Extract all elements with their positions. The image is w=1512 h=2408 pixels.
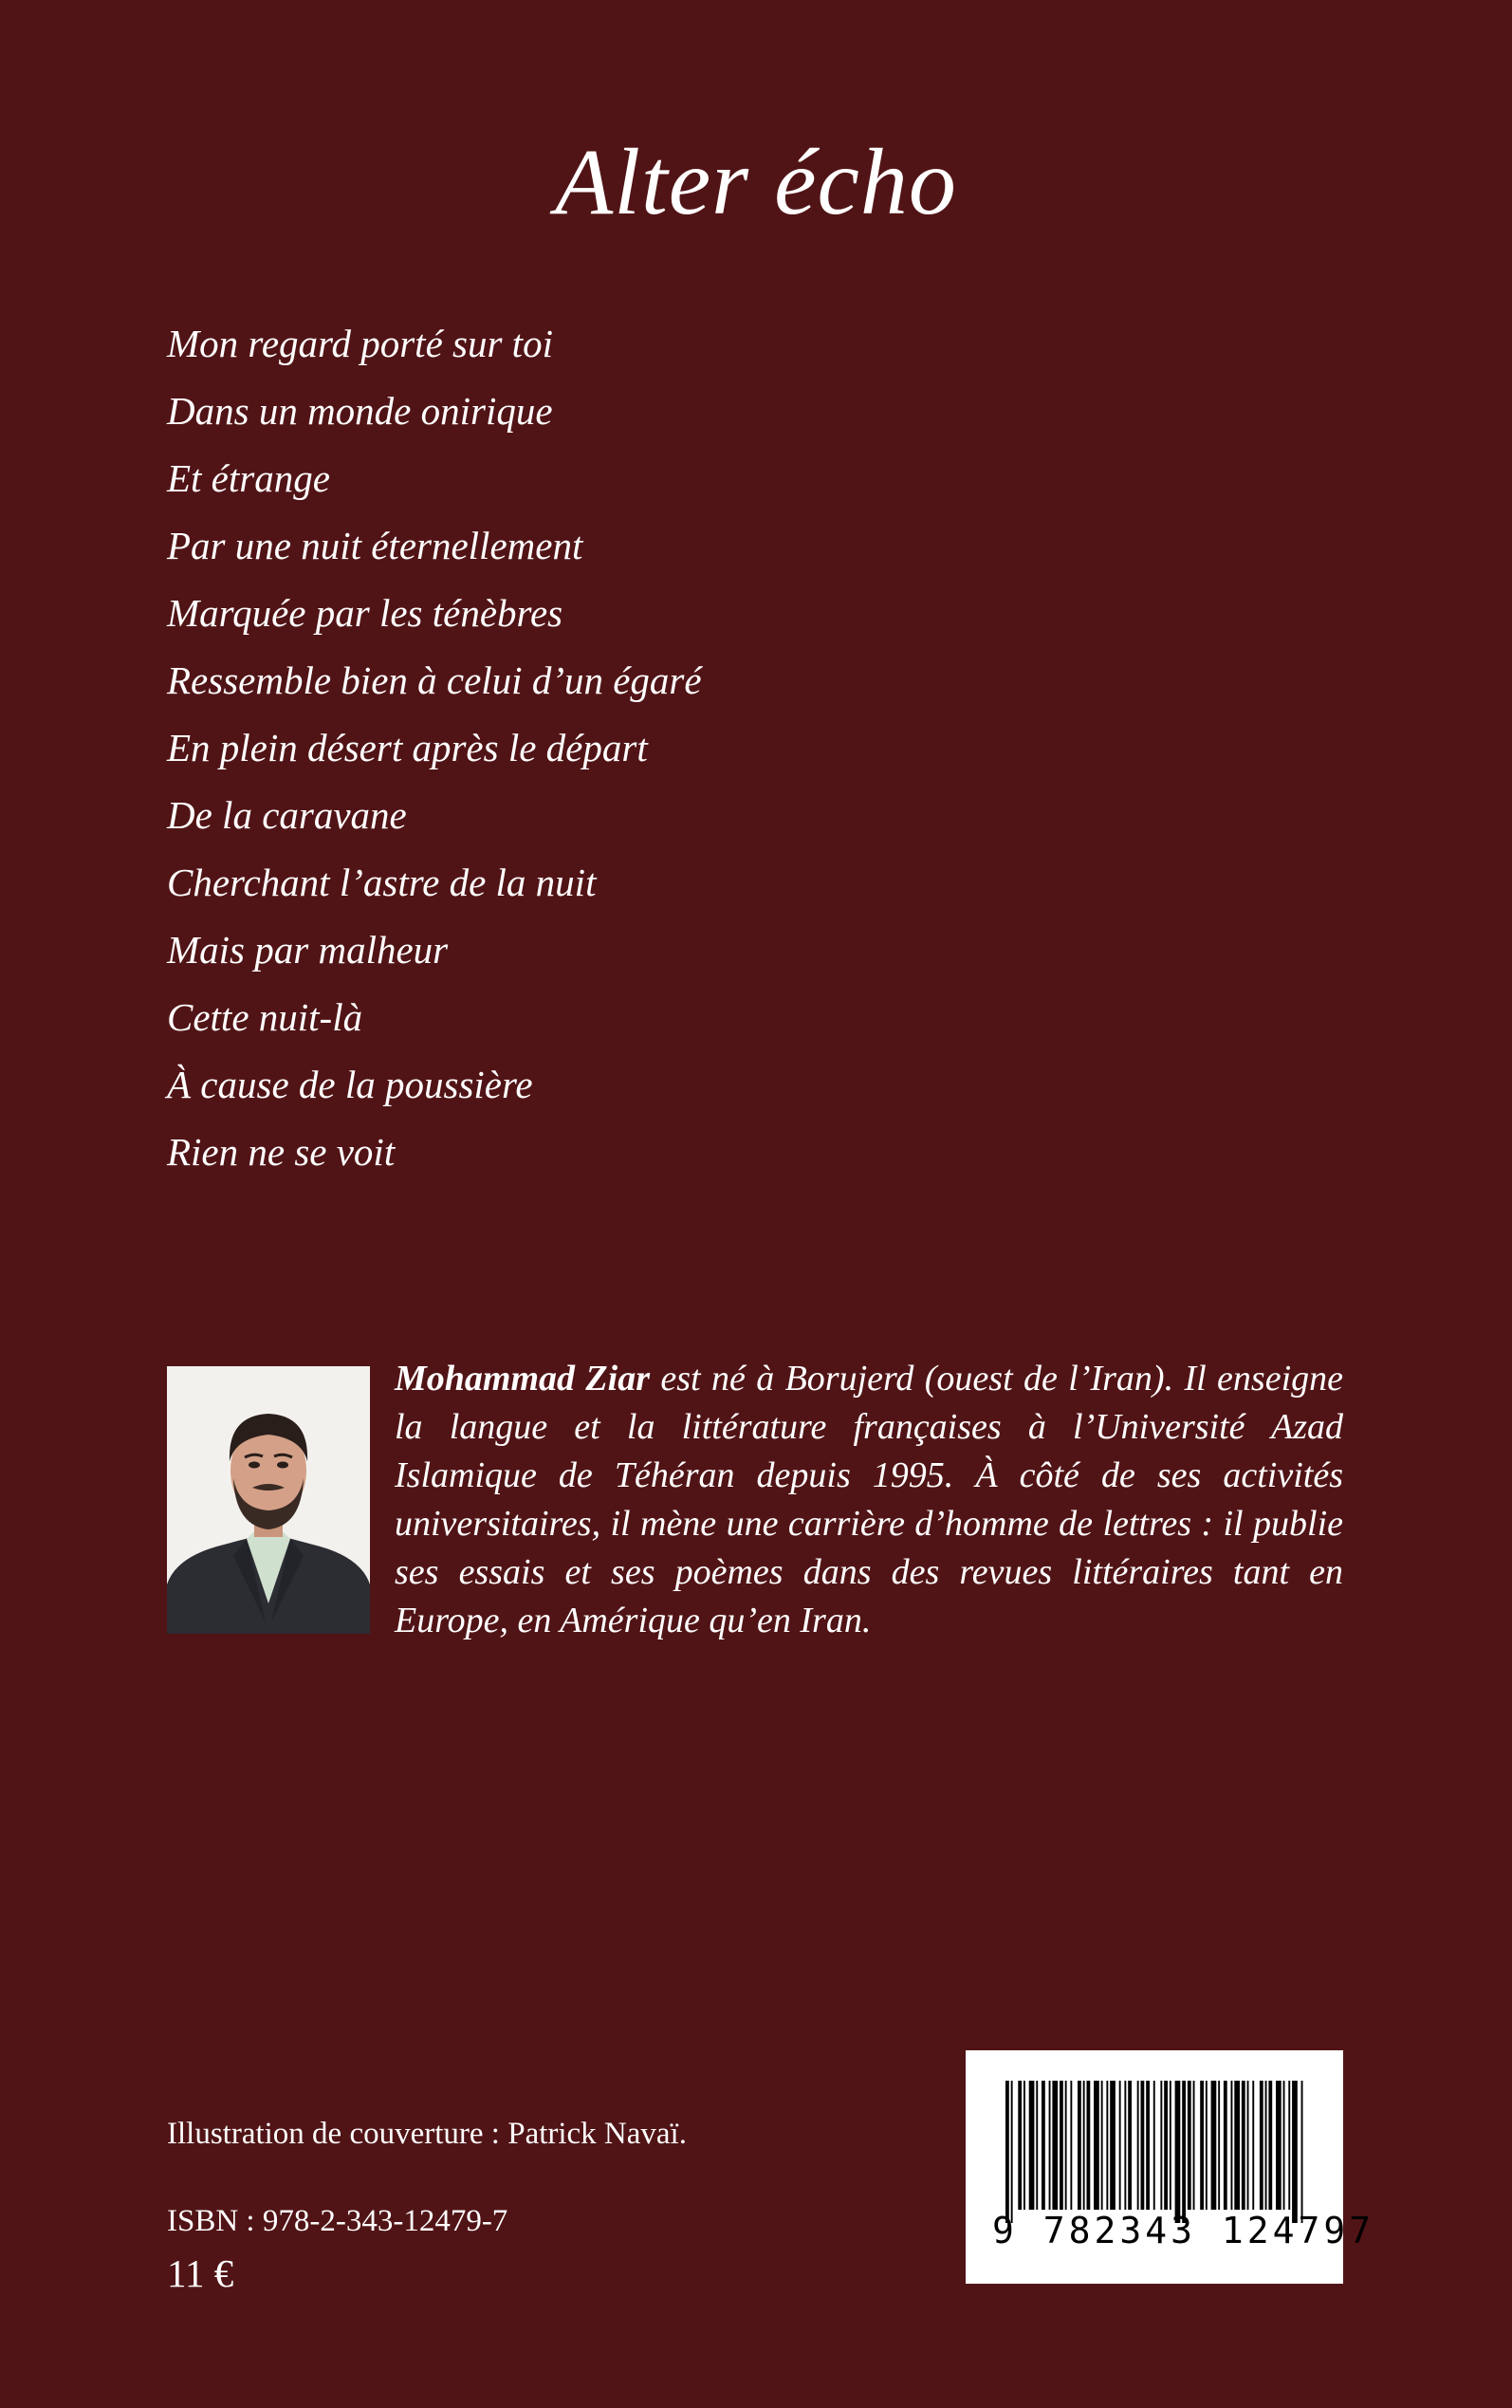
barcode-bar (1083, 2081, 1085, 2210)
barcode-bar (1292, 2081, 1298, 2223)
barcode-bar (1224, 2081, 1227, 2210)
barcode-bar (1137, 2081, 1139, 2210)
barcode-bar (1023, 2081, 1025, 2210)
barcode-bar (1301, 2081, 1303, 2223)
poem-line: Cherchant l’astre de la nuit (167, 861, 597, 904)
poem-line: Par une nuit éternellement (167, 524, 583, 567)
barcode-bar (1005, 2081, 1009, 2223)
barcode-bar (1060, 2081, 1063, 2210)
barcode (966, 2050, 1375, 2284)
poem-line: Cette nuit-là (167, 995, 363, 1039)
poem-line: Et étrange (167, 456, 330, 500)
author-name: Mohammad Ziar (395, 1359, 650, 1398)
barcode-digits: 9 782343 124797 (992, 2210, 1375, 2251)
barcode-bar (1268, 2081, 1272, 2210)
poem-line: Dans un monde onirique (167, 389, 553, 433)
poem (167, 315, 702, 1191)
barcode-bar (1124, 2081, 1126, 2210)
barcode-bar (1164, 2081, 1168, 2210)
isbn: ISBN : 978-2-343-12479-7 (167, 2204, 508, 2238)
barcode-bar (1211, 2081, 1217, 2210)
barcode-bar (1106, 2081, 1108, 2210)
barcode-bar (1094, 2081, 1099, 2210)
book-title: Alter écho (555, 129, 957, 234)
author-bio-text: est né à Borujerd (ouest de l’Iran). Il enseigne la langue et la littérature françaises à l’Université Azad Islamique de Téhéran depuis 1995. À côté de ses activités universitaires, il mène une carrière d’homme de lettres : il publie ses essais et ses poèmes dans des revues littéraires tant en Europe, en Amérique qu’en Iran. (395, 1359, 1343, 1640)
barcode-bar (1052, 2081, 1058, 2210)
poem-line: Ressemble bien à celui d’un égaré (167, 658, 702, 702)
poem-line: Mais par malheur (167, 928, 449, 972)
barcode-bar (1042, 2081, 1045, 2210)
barcode-bar (1070, 2081, 1072, 2210)
barcode-bar (1265, 2081, 1267, 2210)
barcode-bar (1218, 2081, 1220, 2210)
barcode-bar (1170, 2081, 1171, 2210)
barcode-bar (1260, 2081, 1263, 2210)
barcode-bar (1276, 2081, 1282, 2210)
barcode-bar (1160, 2081, 1162, 2210)
price: 11 € (167, 2251, 234, 2295)
barcode-bar (1188, 2081, 1191, 2210)
author-photo (167, 1366, 370, 1634)
barcode-bar (1153, 2081, 1155, 2210)
barcode-bar (1065, 2081, 1067, 2210)
poem-line: De la caravane (167, 793, 407, 837)
barcode-bar (1087, 2081, 1091, 2210)
barcode-bar (1110, 2081, 1116, 2210)
poem-line: Mon regard porté sur toi (167, 322, 553, 365)
barcode-bar (1288, 2081, 1290, 2210)
barcode-bar (1283, 2081, 1285, 2210)
barcode-bar (1242, 2081, 1245, 2210)
barcode-bar (1182, 2081, 1186, 2223)
barcode-bars-icon (1005, 2081, 1305, 2223)
barcode-bar (1036, 2081, 1038, 2210)
barcode-bar (1175, 2081, 1181, 2223)
barcode-bar (1247, 2081, 1249, 2210)
poem-line: Marquée par les ténèbres (167, 591, 563, 635)
barcode-bar (1011, 2081, 1013, 2223)
author-bio (395, 1355, 1343, 1645)
barcode-bar (1049, 2081, 1051, 2210)
barcode-bar (1078, 2081, 1081, 2210)
barcode-bar (1200, 2081, 1204, 2210)
poem-line: À cause de la poussière (167, 1063, 533, 1106)
barcode-bar (1119, 2081, 1121, 2210)
barcode-bar (1234, 2081, 1240, 2210)
poem-line: Rien ne se voit (167, 1130, 396, 1174)
barcode-bar (1018, 2081, 1022, 2210)
barcode-bar (1101, 2081, 1103, 2210)
barcode-bar (1252, 2081, 1254, 2210)
barcode-bar (1206, 2081, 1208, 2210)
poem-line: En plein désert après le départ (167, 726, 648, 769)
barcode-bar (1231, 2081, 1233, 2210)
barcode-bar (1193, 2081, 1195, 2210)
barcode-bar (1141, 2081, 1145, 2210)
barcode-bar (1029, 2081, 1035, 2210)
illustration-credit: Illustration de couverture : Patrick Navaï. (167, 2117, 687, 2151)
barcode-bar (1146, 2081, 1150, 2210)
barcode-bar (1128, 2081, 1132, 2210)
